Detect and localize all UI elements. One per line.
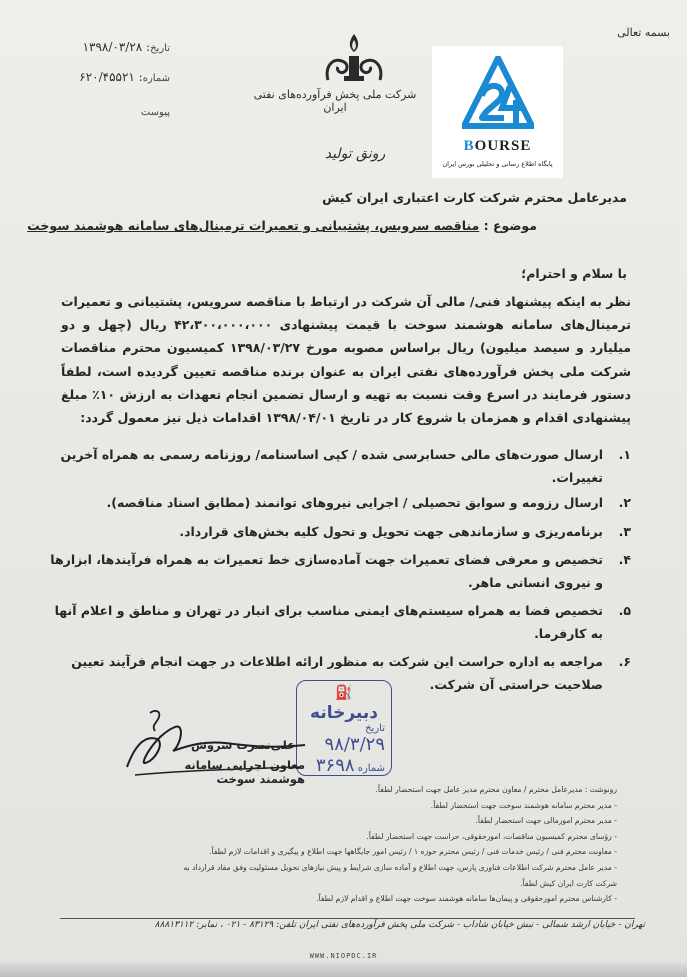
list-item	[46, 521, 631, 544]
list-item	[46, 444, 631, 489]
bourse-word-first: B	[463, 138, 475, 154]
cc-line: - مدیر عامل محترم شرکت اطلاعات فناوری پارس، جهت اطلاع و آماده سازی شرایط و پیش نیازهای تحویل مسئولیت وفق مفاد قرارداد به	[183, 862, 617, 872]
bismillah-text: بسمه تعالی	[617, 26, 670, 39]
item-number: ۶.	[618, 654, 631, 669]
item-number: ۵.	[618, 603, 631, 618]
date-value: ۱۳۹۸/۰۳/۲۸	[82, 40, 143, 54]
item-number: ۱.	[618, 447, 631, 462]
footer-address: تهران - خیابان ارشد شمالی - نبش خیابان شاداب - شرکت ملی پخش فرآورده‌های نفتی ایران تلفن: ۸۳۱۲۹ - ۰۲۱ ، نمابر: ۸۸۸۱۳۱۱۲	[154, 920, 645, 930]
recipient-line: مدیرعامل محترم شرکت کارت اعتباری ایران کیش	[322, 190, 627, 205]
cc-line: شرکت کارت ایران کیش لطفاً.	[520, 878, 617, 888]
number-label: شماره	[142, 73, 170, 84]
signatory-title: معاون اجرایی سامانه هوشمند سوخت	[184, 758, 305, 786]
date-label: تاریخ	[150, 43, 170, 54]
list-item	[46, 492, 631, 515]
subject-label: موضوع :	[483, 218, 537, 233]
date-line: تاریخ: ۱۳۹۸/۰۳/۲۸	[82, 40, 170, 54]
cc-list	[57, 782, 617, 907]
stamp-number-value: ۳۶۹۸	[315, 755, 355, 776]
item-text: ارسال رزومه و سوابق تحصیلی / اجرایی نیروهای توانمند (مطابق اسناد مناقصه).	[106, 495, 603, 510]
item-text: مراجعه به اداره حراست این شرکت به منظور ارائه اطلاعات در جهت انجام فرآیند تعیین صلاحیت حراستی آن شرکت.	[71, 654, 603, 692]
body-paragraph: نظر به اینکه پیشنهاد فنی/ مالی آن شرکت در ارتباط با مناقصه سرویس، پشتیبانی و تعمیرات ترمینال‌های سامانه هوشمند سوخت با قیمت پیشنهادی ۴۲،۳۰۰،۰۰۰،۰۰۰ ریال (چهل و دو میلیارد و سیصد میلیون) ریال براساس مصوبه مورخ ۱۳۹۸/۰۳/۲۷ کمیسیون محترم مناقصات شرکت ملی پخش فرآورده‌های نفتی ایران به عنوان برنده مناقصه تعیین گردیده است، لطفاً دستور فرمایند در اسرع وقت نسبت به تهیه و ارسال تضمین انجام تعهدات به ارزش ۱۰٪ مبلغ پیشنهادی اقدام و همزمان با شروع کار در تاریخ ۱۳۹۸/۰۴/۰۱ اقدامات ذیل نیز معمول گردد:	[61, 294, 632, 426]
stamp-date-value: ۹۸/۳/۲۹	[324, 734, 385, 755]
cc-line: - رؤسای محترم کمیسیون مناقصات، امورحقوقی، حراست جهت استحضار لطفاً.	[366, 831, 617, 841]
stamp-number-label: شماره	[357, 763, 385, 774]
stamp-date-label: تاریخ	[365, 723, 385, 734]
bourse-wordmark	[432, 138, 563, 155]
company-name: شرکت ملی پخش فرآورده‌های نفتی ایران	[253, 88, 417, 114]
subject-line	[27, 218, 537, 233]
stamp-title: دبیرخانه	[310, 703, 378, 723]
action-items-list	[46, 444, 631, 702]
cc-line: - معاونت محترم فنی / رئیس خدمات فنی / رئیس محترم حوزه ۱ / رئیس امور جایگاهها جهت اطلاع و پیگیری و اقدامات لازم لطفاً.	[209, 847, 617, 857]
item-text: تخصیص فضا به همراه سیستم‌های ایمنی مناسب برای انبار در تهران و مناطق و اعلام آنها به کارفرما.	[54, 603, 603, 641]
cc-line: - کارشناس محترم امورحقوقی و پیمان‌ها سامانه هوشمند سوخت جهت اطلاع و اقدام لازم لطفاً.	[316, 894, 617, 904]
number-value: ۶۲۰/۴۵۵۲۱	[79, 70, 135, 84]
bourse-word-rest: OURSE	[474, 138, 532, 154]
footer-website: WWW.NIOPDC.IR	[309, 952, 378, 960]
item-text: برنامه‌ریزی و سازماندهی جهت تحویل و تحول کلیه بخش‌های قرارداد.	[179, 523, 603, 539]
slogan-text: رونق تولید	[324, 146, 386, 162]
paper-bottom-edge	[0, 962, 687, 977]
cc-line: رونوشت : مدیرعامل محترم / معاون محترم مدیر عامل جهت استحضار لطفاً.	[375, 785, 617, 794]
item-text: ارسال صورت‌های مالی حسابرسی شده / کپی اساسنامه/ روزنامه رسمی به همراه آخرین تغییرات.	[60, 447, 603, 485]
greeting-line: با سلام و احترام؛	[521, 266, 627, 281]
signatory-name: علی‌نصرت سروش	[190, 738, 295, 752]
cc-line: - مدیر محترم امورمالی جهت استحضار لطفاً.	[475, 816, 617, 826]
list-item	[46, 549, 631, 594]
bourse-triangle-icon	[462, 56, 534, 136]
niopdc-emblem-icon	[318, 32, 390, 84]
item-text: تخصیص و معرفی فضای تعمیرات جهت آماده‌سازی خط تعمیرات به همراه فرآیندها، ابزارها و نیروی انسانی ماهر.	[50, 552, 603, 590]
number-line: شماره: ۶۲۰/۴۵۵۲۱	[79, 70, 170, 84]
attachment-label: پیوست	[140, 107, 170, 118]
subject-text: مناقصه سرویس، پشتیبانی و تعمیرات ترمینال‌های سامانه هوشمند سوخت	[27, 218, 480, 233]
item-number: ۴.	[618, 552, 631, 567]
bourse-logo	[432, 46, 563, 178]
stamp-emblem-icon: ⛽	[335, 685, 353, 701]
list-item	[46, 600, 631, 645]
item-number: ۳.	[618, 523, 631, 539]
attachment-line	[60, 104, 170, 118]
cc-line: - مدیر محترم سامانه هوشمند سوخت جهت استحضار لطفاً.	[430, 800, 617, 810]
bourse-tagline: پایگاه اطلاع رسانی و تحلیلی بورس ایران	[442, 160, 553, 168]
footer-divider	[60, 918, 635, 919]
item-number: ۲.	[618, 495, 631, 510]
